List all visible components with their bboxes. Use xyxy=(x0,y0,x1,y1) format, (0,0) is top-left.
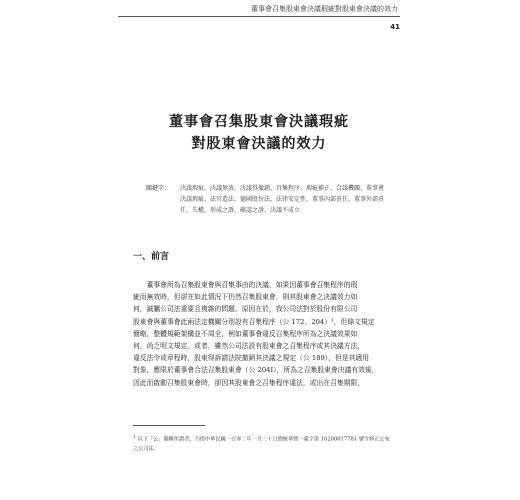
keywords-label: 關鍵字： xyxy=(146,185,171,192)
footnote-mark: 1 xyxy=(133,434,136,439)
footnote-rule xyxy=(133,425,205,426)
running-head: 董事會召集股東會決議瑕疵對股東會決議的效力 xyxy=(251,5,398,13)
body-line: 違反法令或章程時，股東得訴請法院撤銷其決議之規定（公 189），但是其適用 xyxy=(133,354,370,363)
article-title-line1: 董事會召集股東會決議瑕疵 xyxy=(169,114,349,130)
body-line: 因此而啟動召集股東會時，卻因其股東會之召集程序違法，或出在召集期限， xyxy=(133,378,365,387)
article-title-line2: 對股東會決議的效力 xyxy=(191,136,327,152)
header-rule xyxy=(118,16,400,17)
keywords-text: 決議瑕疵、決議無效、決議得撤銷、召集程序、瑕疵補正、合議機關、董事會決議瑕疵、法官造法、德國股份法、法律安定性、董事內部責任、董事外部責任、失權、形成之訴、確認之訴、決議不成立 xyxy=(180,185,385,214)
body-paragraph xyxy=(133,279,391,389)
footnote-text: 以下「公」簡稱所謂者，乃指中華民國一百零二年一月三十日總統華總一義字第 10200017781 號令修正公布之公司法。 xyxy=(133,436,390,452)
body-line: 簡略，整體規範架構並不周全，例如董事會違反召集程序所為之決議效果如 xyxy=(133,329,358,338)
body-line: 董事會所為召集股東會與召集事由的決議，如果因董事會召集程序的瑕 xyxy=(133,281,358,289)
body-line: 股東會與董事會此兩法定機關分別設有召集程序（公 172、204）¹，但條文規定 xyxy=(133,317,375,326)
footnote xyxy=(133,432,393,454)
body-line: 何，尚乏明文規定。或者，雖然公司法設有股東會之召集程序或其決議方法， xyxy=(133,342,365,351)
body-line: 疵而無效時，但卻在如此情況下仍然召集股東會，則其股東會之決議效力如 xyxy=(133,293,358,302)
section-heading: 一、前言 xyxy=(133,252,170,262)
body-line: 何，誠屬公司法重要且複雜的問題。原因在於，我公司法對於股份有限公司 xyxy=(133,305,358,314)
body-line: 對象，應限於董事會合法召集股東會（公 204I），所為之召集股東會決議有效後， xyxy=(133,366,379,375)
page-number: 41 xyxy=(390,23,400,31)
keywords-block xyxy=(146,183,386,216)
